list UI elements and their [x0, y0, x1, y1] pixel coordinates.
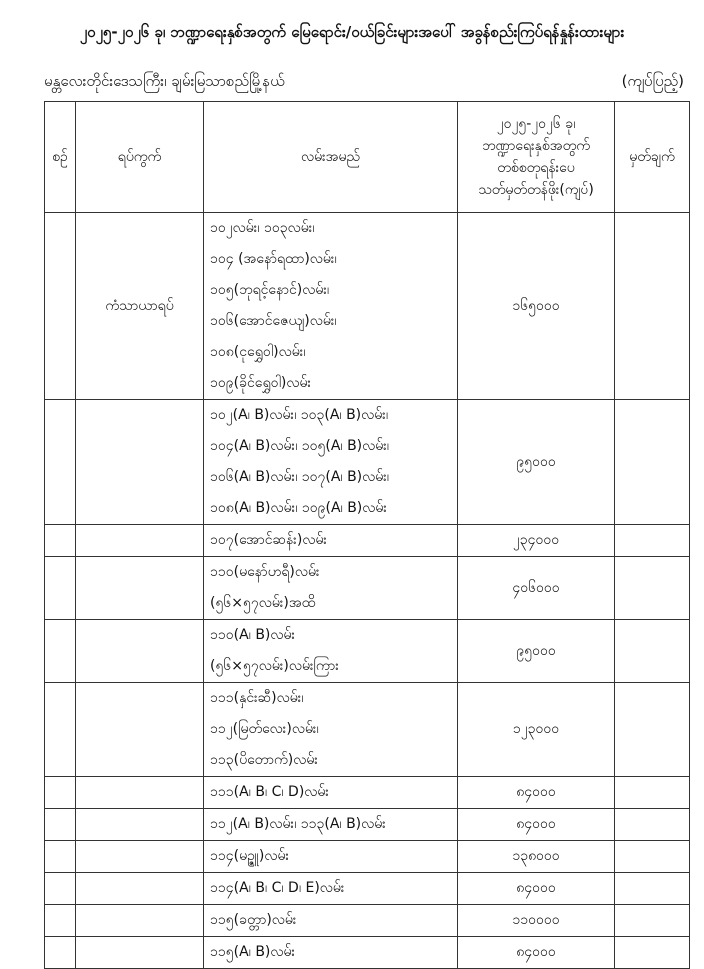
header-street: လမ်းအမည် — [204, 102, 458, 213]
table-row — [45, 620, 690, 683]
price-cell: ၄၀၆၀၀၀ — [458, 557, 615, 620]
row-number-cell — [45, 937, 76, 969]
price-cell: ၁၃၈၀၀၀ — [458, 841, 615, 873]
street-line: ၁၀၆(အောင်ဇေယျ)လမ်း၊ — [210, 313, 337, 329]
note-cell — [615, 213, 690, 400]
street-line: ၁၀၉(ခိုင်ရွှေဝါ)လမ်း — [210, 375, 312, 391]
table-row — [45, 683, 690, 777]
header-price-line: ဘဏ္ဍာရေးနှစ်အတွက် — [482, 138, 590, 154]
street-cell — [204, 809, 458, 841]
street-line: ၁၁၀(A၊ B)လမ်း — [210, 627, 296, 643]
row-number-cell — [45, 557, 76, 620]
table-row — [45, 400, 690, 525]
street-cell — [204, 557, 458, 620]
table-row — [45, 841, 690, 873]
street-line: ၁၀၅(ဘုရင့်နောင်)လမ်း၊ — [210, 282, 330, 298]
street-line: ၁၁၅(A၊ B)လမ်း — [210, 944, 296, 960]
price-cell: ၁၁၀၀၀၀ — [458, 905, 615, 937]
row-number-cell — [45, 683, 76, 777]
table-row — [45, 777, 690, 809]
street-line: ၁၁၄(A၊ B၊ C၊ D၊ E)လမ်း — [210, 880, 345, 896]
header-note: မှတ်ချက် — [615, 102, 690, 213]
price-cell: ၈၄၀၀၀ — [458, 777, 615, 809]
note-cell — [615, 841, 690, 873]
street-cell — [204, 213, 458, 400]
header-price — [458, 102, 615, 213]
note-cell — [615, 683, 690, 777]
street-line: ၁၁၅(ခတ္တာ)လမ်း — [210, 912, 297, 928]
note-cell — [615, 620, 690, 683]
table-row — [45, 937, 690, 969]
row-number-cell — [45, 841, 76, 873]
quarter-cell — [76, 905, 204, 937]
quarter-cell — [76, 937, 204, 969]
street-line: ၁၁၁(နှင်းဆီ)လမ်း၊ — [210, 690, 304, 706]
table-row — [45, 557, 690, 620]
note-cell — [615, 905, 690, 937]
header-price-line: ၂၀၂၅-၂၀၂၆ ခု၊ — [496, 116, 576, 132]
quarter-cell — [76, 683, 204, 777]
street-cell — [204, 841, 458, 873]
price-cell: ၁၂၃၀၀၀ — [458, 683, 615, 777]
note-cell — [615, 809, 690, 841]
street-line: ၁၁၃(ပိတောက်)လမ်း — [210, 752, 318, 768]
price-cell: ၈၄၀၀၀ — [458, 873, 615, 905]
street-cell — [204, 873, 458, 905]
header-price-line: သတ်မှတ်တန်ဖိုး(ကျပ်) — [478, 182, 594, 198]
row-number-cell — [45, 777, 76, 809]
quarter-cell — [76, 873, 204, 905]
quarter-cell — [76, 809, 204, 841]
street-cell — [204, 620, 458, 683]
row-number-cell — [45, 620, 76, 683]
region-line — [44, 68, 684, 94]
note-cell — [615, 873, 690, 905]
quarter-cell — [76, 400, 204, 525]
unit-label: (ကျပ်ပြည့်) — [621, 72, 684, 90]
row-number-cell — [45, 905, 76, 937]
street-line: ၁၀၄ (အနော်ရထာ)လမ်း၊ — [210, 251, 337, 267]
table-row — [45, 525, 690, 557]
table-row — [45, 905, 690, 937]
price-cell: ၂၃၄၀၀၀ — [458, 525, 615, 557]
street-line: ၁၁၁(A၊ B၊ C၊ D)လမ်း — [210, 784, 329, 800]
table-body — [45, 213, 690, 969]
row-number-cell — [45, 400, 76, 525]
street-line: ၁၀၄(A၊ B)လမ်း၊ ၁၀၅(A၊ B)လမ်း၊ — [210, 438, 390, 454]
street-line: ၁၀၇(အောင်ဆန်း)လမ်း — [210, 532, 327, 548]
note-cell — [615, 557, 690, 620]
header-quarter: ရပ်ကွက် — [76, 102, 204, 213]
note-cell — [615, 937, 690, 969]
note-cell — [615, 777, 690, 809]
region-label: မန္တလေးတိုင်းဒေသကြီး၊ ချမ်းမြသာစည်မြို့နယ် — [44, 72, 285, 90]
street-line: ၁၁၂(A၊ B)လမ်း၊ ၁၁၃(A၊ B)လမ်း — [210, 816, 386, 832]
quarter-cell — [76, 525, 204, 557]
street-cell — [204, 777, 458, 809]
street-line: (၅၆×၅၇လမ်း)လမ်းကြား — [210, 658, 339, 674]
street-line: ၁၀၈(ငုရွှေဝါ)လမ်း၊ — [210, 344, 306, 360]
price-cell: ၈၄၀၀၀ — [458, 809, 615, 841]
row-number-cell — [45, 525, 76, 557]
row-number-cell — [45, 809, 76, 841]
row-number-cell — [45, 213, 76, 400]
quarter-cell — [76, 557, 204, 620]
street-line: ၁၁၂(မြတ်လေး)လမ်း၊ — [210, 721, 319, 737]
table-header-row — [45, 102, 690, 213]
street-line: ၁၀၂လမ်း၊ ၁၀၃လမ်း၊ — [210, 220, 315, 236]
quarter-cell — [76, 777, 204, 809]
quarter-cell: ကံသာယာရပ် — [76, 213, 204, 400]
table-row — [45, 873, 690, 905]
table-row — [45, 809, 690, 841]
price-cell: ၁၆၅၀၀၀ — [458, 213, 615, 400]
quarter-cell — [76, 620, 204, 683]
header-no: စဉ် — [45, 102, 76, 213]
street-cell — [204, 937, 458, 969]
street-line: ၁၀၆(A၊ B)လမ်း၊ ၁၀၇(A၊ B)လမ်း၊ — [210, 469, 390, 485]
note-cell — [615, 400, 690, 525]
row-number-cell — [45, 873, 76, 905]
street-line: (၅၆×၅၇လမ်း)အထိ — [210, 595, 316, 611]
street-line: ၁၀၂(A၊ B)လမ်း၊ ၁၀၃(A၊ B)လမ်း၊ — [210, 407, 389, 423]
document-title: ၂၀၂၅-၂၀၂၆ ခု၊ ဘဏ္ဍာရေးနှစ်အတွက် မြေရောင်း/ဝယ်ခြင်းများအပေါ် အခွန်စည်းကြပ်ရန်နှုန်းထားများ — [79, 23, 625, 41]
quarter-cell — [76, 841, 204, 873]
street-cell — [204, 400, 458, 525]
price-cell: ၈၄၀၀၀ — [458, 937, 615, 969]
street-line: ၁၁၀(မနော်ဟရီ)လမ်း — [210, 564, 320, 580]
price-cell: ၉၅၀၀၀ — [458, 400, 615, 525]
street-cell — [204, 905, 458, 937]
note-cell — [615, 525, 690, 557]
street-cell — [204, 525, 458, 557]
rates-table — [44, 101, 690, 969]
price-cell: ၉၅၀၀၀ — [458, 620, 615, 683]
table-row — [45, 213, 690, 400]
street-cell — [204, 683, 458, 777]
header-price-line: တစ်စတုရန်းပေ — [497, 160, 575, 176]
street-line: ၁၁၄(မဥ္ဇူ)လမ်း — [210, 848, 290, 864]
street-line: ၁၀၈(A၊ B)လမ်း၊ ၁၀၉(A၊ B)လမ်း — [210, 500, 387, 516]
